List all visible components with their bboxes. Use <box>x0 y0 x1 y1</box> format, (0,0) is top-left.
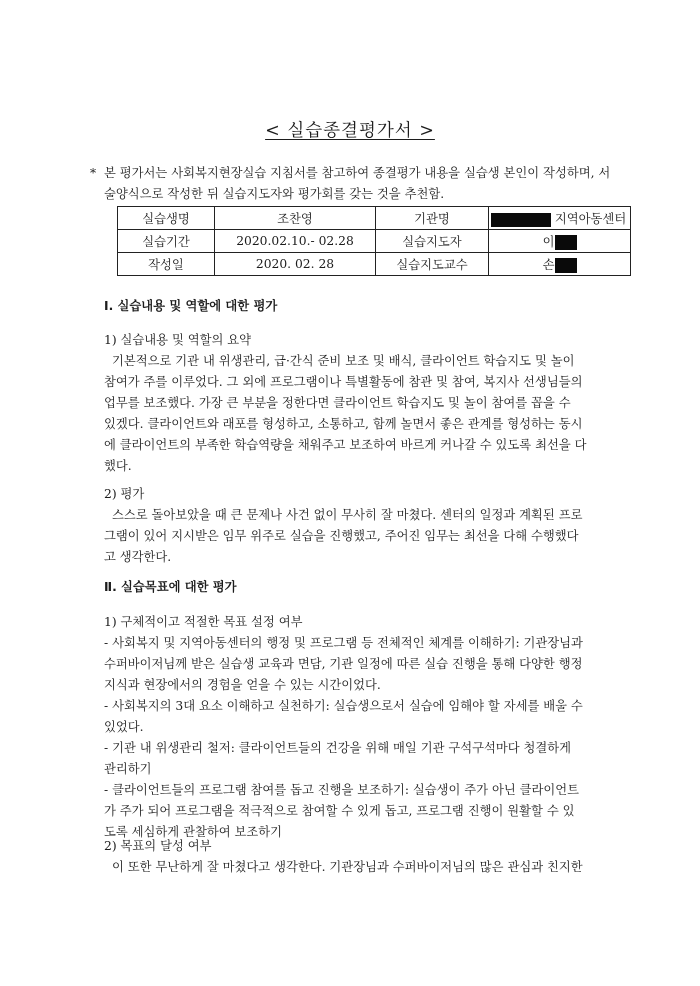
table-value-cell <box>489 207 631 230</box>
table-label: 실습기간 <box>118 230 215 253</box>
body-line: - 사회복지의 3대 요소 이해하고 실천하기: 실습생으로서 실습에 임해야 할 자세를 배울 수 <box>104 699 583 713</box>
page-title: < 실습종결평가서 > <box>265 121 435 141</box>
body-line: 관리하기 <box>104 762 152 776</box>
notice-line: 본 평가서는 사회복지현장실습 지침서를 참고하여 종결평가 내용을 실습생 본인이 작성하며, 서 <box>104 166 611 180</box>
body-line: 그램이 있어 지시받은 임무 위주로 실습을 진행했고, 주어진 임무는 최선을 다해 수행했다 <box>104 529 579 543</box>
table-row <box>118 230 631 253</box>
table-value-cell <box>489 230 631 253</box>
notice-paragraph <box>90 163 611 205</box>
subsection-heading: 1) 구체적이고 적절한 목표 설정 여부 <box>104 615 303 629</box>
section-heading: Ⅰ. 실습내용 및 역할에 대한 평가 <box>104 299 278 313</box>
subsection-heading: 1) 실습내용 및 역할의 요약 <box>104 333 252 347</box>
section2-sub1 <box>104 612 604 843</box>
body-line: 도록 세심하게 관찰하여 보조하기 <box>104 825 283 839</box>
asterisk-mark: * <box>90 166 97 180</box>
body-line: 고 생각한다. <box>104 550 172 564</box>
section1-sub2 <box>104 484 604 568</box>
table-row <box>118 253 631 276</box>
table-value: 손 <box>542 258 555 272</box>
redaction-block <box>491 213 551 227</box>
body-line: 기본적으로 기관 내 위생관리, 급·간식 준비 보조 및 배식, 클라이언트 학습지도 및 놀이 <box>112 354 575 368</box>
redaction-block <box>555 258 577 273</box>
table-label: 작성일 <box>118 253 215 276</box>
body-line: 스스로 돌아보았을 때 큰 문제나 사건 없이 무사히 잘 마쳤다. 센터의 일정과 계획된 프로 <box>112 508 583 522</box>
body-line: - 사회복지 및 지역아동센터의 행정 및 프로그램 등 전체적인 체계를 이해하기: 기관장님과 <box>104 636 583 650</box>
body-line: - 기관 내 위생관리 철저: 클라이언트들의 건강을 위해 매일 기관 구석구석마다 청결하게 <box>104 741 572 755</box>
table-row <box>118 207 631 230</box>
section1-sub1 <box>104 330 604 477</box>
table-label: 실습지도자 <box>376 230 489 253</box>
table-label: 기관명 <box>376 207 489 230</box>
body-line: 수퍼바이저님께 받은 실습생 교육과 면담, 기관 일정에 따른 실습 진행을 통해 다양한 행정 <box>104 657 583 671</box>
section-heading: Ⅱ. 실습목표에 대한 평가 <box>104 580 237 594</box>
table-value-cell <box>489 253 631 276</box>
body-line: 지식과 현장에서의 경험을 얻을 수 있는 시간이었다. <box>104 678 381 692</box>
table-value: 2020.02.10.- 02.28 <box>215 230 376 253</box>
body-line: 있었다. <box>104 720 144 734</box>
body-line: 이 또한 무난하게 잘 마쳤다고 생각한다. 기관장님과 수퍼바이저님의 많은 관심과 친지한 <box>112 860 583 874</box>
body-line: 에 클라이언트의 부족한 학습역량을 채워주고 보조하여 바르게 커나갈 수 있도록 최선을 다 <box>104 438 587 452</box>
body-line: 참여가 주를 이루었다. 그 외에 프로그램이나 특별활동에 참관 및 참여, 복지사 선생님들의 <box>104 375 583 389</box>
body-line: - 클라이언트들의 프로그램 참여를 돕고 진행을 보조하기: 실습생이 주가 아닌 클라이언트 <box>104 783 580 797</box>
subsection-heading: 2) 목표의 달성 여부 <box>104 839 212 853</box>
table-label: 실습지도교수 <box>376 253 489 276</box>
table-value: 2020. 02. 28 <box>215 253 376 276</box>
info-table <box>117 206 631 276</box>
body-line: 했다. <box>104 459 132 473</box>
table-label: 실습생명 <box>118 207 215 230</box>
section2-sub2 <box>104 836 604 878</box>
redaction-block <box>555 235 577 250</box>
body-line: 가 주가 되어 프로그램을 적극적으로 참여할 수 있게 돕고, 프로그램 진행이 원활할 수 있 <box>104 804 575 818</box>
table-value: 이 <box>542 235 555 249</box>
subsection-heading: 2) 평가 <box>104 487 145 501</box>
table-value: 조찬영 <box>215 207 376 230</box>
table-value: 지역아동센터 <box>554 212 627 226</box>
notice-line: 술양식으로 작성한 뒤 실습지도자와 평가회를 갖는 것을 추천함. <box>104 187 445 201</box>
body-line: 업무를 보조했다. 가장 큰 부분을 정한다면 클라이언트 학습지도 및 놀이 참여를 꼽을 수 <box>104 396 571 410</box>
body-line: 있겠다. 클라이언트와 래포를 형성하고, 소통하고, 함께 놀면서 좋은 관계를 형성하는 동시 <box>104 417 583 431</box>
